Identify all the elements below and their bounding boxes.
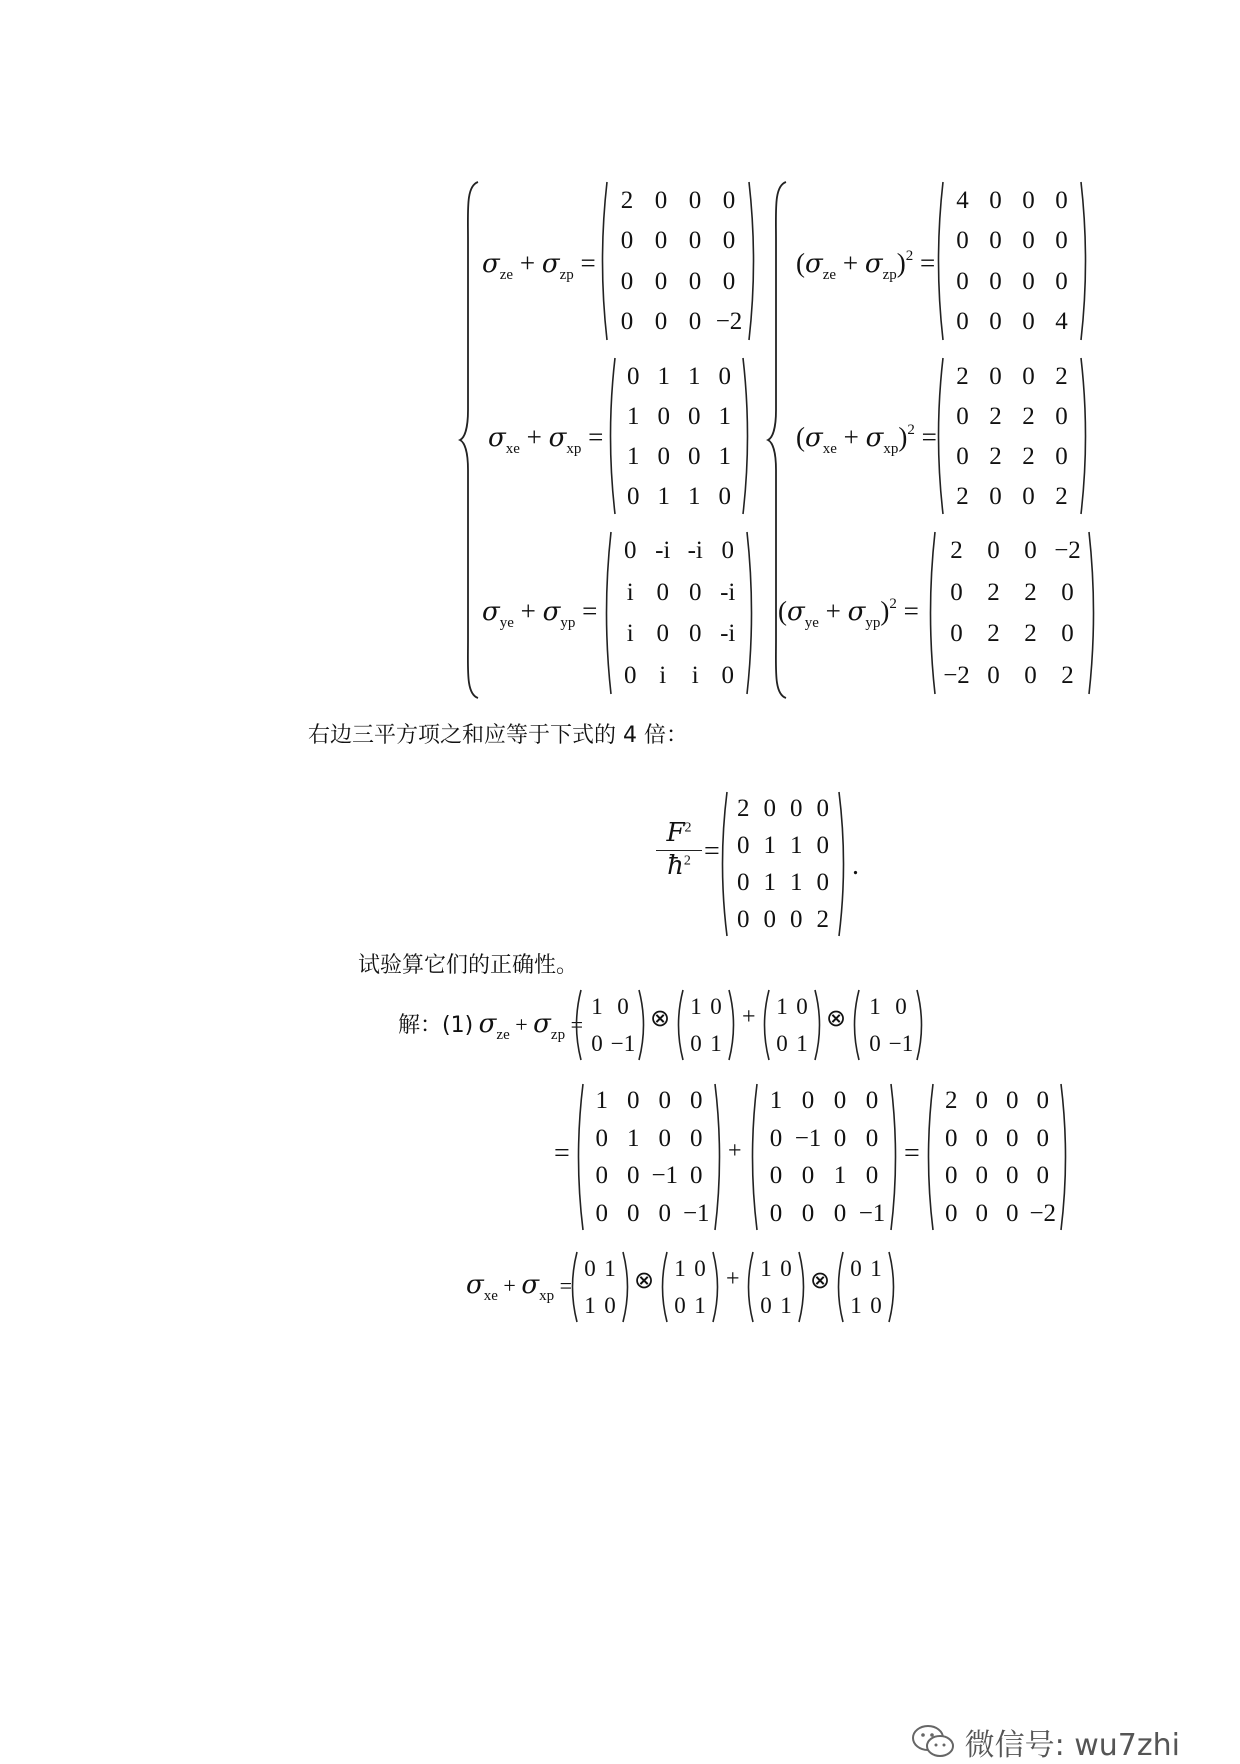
matrix — [572, 1082, 726, 1232]
matrix — [604, 356, 754, 516]
solution-line1-lhs: 解：(1) $\sigma_{ze} + \sigma_{zp}$ = — [398, 1009, 584, 1043]
matrix-cell: 0 — [833, 1199, 847, 1227]
matrix-cell: 2 — [737, 795, 750, 822]
right-paren — [740, 356, 754, 516]
matrix-cell: 0 — [688, 227, 702, 255]
matrix-cell: 1 — [796, 1031, 808, 1056]
matrix-cell: 0 — [690, 1087, 703, 1115]
matrix-cell: 0 — [656, 578, 669, 606]
task-text: 试验算它们的正确性。 — [358, 953, 579, 978]
matrix-cell: 2 — [956, 362, 969, 390]
matrix-cell: 0 — [591, 1031, 603, 1056]
matrix-cell: 0 — [657, 402, 670, 430]
matrix-cell: 0 — [722, 227, 736, 255]
left-paren — [672, 988, 686, 1062]
matrix-grid — [760, 1082, 888, 1232]
matrix — [600, 530, 758, 696]
matrix-cell: 4 — [956, 186, 969, 214]
matrix-cell: 0 — [656, 620, 669, 648]
matrix-cell: 0 — [956, 267, 969, 295]
right-paren — [636, 988, 650, 1062]
matrix-cell: 0 — [658, 1199, 671, 1227]
matrix — [758, 988, 826, 1062]
matrix-grid — [580, 1250, 620, 1324]
matrix-cell: 0 — [584, 1256, 596, 1281]
left-paren — [922, 1082, 936, 1232]
left-paren — [604, 356, 618, 516]
matrix-cell: 0 — [737, 832, 750, 859]
matrix-cell: 0 — [956, 402, 969, 430]
matrix-grid — [772, 988, 812, 1062]
matrix-cell: −2 — [1054, 537, 1081, 565]
matrix-cell: 0 — [975, 1087, 988, 1115]
matrix-cell: 2 — [620, 186, 634, 214]
matrix-grid — [686, 988, 726, 1062]
matrix-cell: 1 — [780, 1293, 792, 1318]
matrix-grid — [946, 180, 1078, 342]
matrix-cell: 0 — [1055, 186, 1068, 214]
matrix — [932, 180, 1092, 342]
matrix-cell: 0 — [1006, 1162, 1019, 1190]
right-paren — [914, 988, 928, 1062]
matrix — [570, 988, 650, 1062]
sq-lhs-y: $(\sigma_{ye} + \sigma_{yp})^2$ = — [778, 596, 919, 631]
matrix-cell: 0 — [654, 308, 668, 336]
right-paren — [620, 1250, 634, 1324]
right-paren — [712, 1082, 726, 1232]
matrix-cell: 0 — [1036, 1124, 1049, 1152]
otimes-symbol: ⊗ — [634, 1268, 655, 1294]
matrix — [932, 356, 1092, 516]
matrix-cell: 0 — [688, 308, 702, 336]
matrix-cell: 0 — [989, 227, 1002, 255]
matrix-cell: 0 — [869, 1031, 881, 1056]
plus-symbol: + — [728, 1138, 742, 1164]
matrix-cell: 0 — [945, 1162, 958, 1190]
matrix-cell: −1 — [651, 1162, 679, 1190]
matrix-cell: 0 — [1022, 227, 1035, 255]
matrix — [672, 988, 740, 1062]
matrix — [848, 988, 928, 1062]
matrix-cell: 0 — [688, 267, 702, 295]
matrix-cell: 1 — [833, 1162, 847, 1190]
matrix-cell: 0 — [950, 620, 963, 648]
left-paren — [746, 1082, 760, 1232]
matrix-cell: −1 — [682, 1199, 710, 1227]
matrix — [656, 1250, 724, 1324]
matrix-cell: 0 — [1036, 1162, 1049, 1190]
plus-symbol: + — [726, 1266, 740, 1292]
matrix-cell: 1 — [870, 1256, 882, 1281]
matrix-cell: -i — [655, 537, 671, 565]
matrix-cell: 1 — [769, 1087, 783, 1115]
matrix-cell: -i — [687, 537, 703, 565]
matrix-cell: 0 — [769, 1162, 783, 1190]
matrix — [922, 1082, 1072, 1232]
matrix-cell: 1 — [657, 362, 670, 390]
matrix-cell: 1 — [591, 994, 603, 1019]
matrix-cell: 0 — [989, 362, 1002, 390]
right-paren — [744, 530, 758, 696]
matrix-cell: 0 — [718, 482, 731, 510]
matrix-cell: 0 — [688, 442, 701, 470]
right-paren — [888, 1082, 902, 1232]
matrix-cell: −1 — [794, 1124, 822, 1152]
left-paren — [742, 1250, 756, 1324]
matrix-cell: 0 — [722, 267, 736, 295]
matrix-cell: 0 — [627, 1087, 640, 1115]
matrix-cell: 1 — [688, 482, 701, 510]
right-paren — [1078, 356, 1092, 516]
matrix-cell: 0 — [1024, 537, 1037, 565]
right-paren — [886, 1250, 900, 1324]
matrix-cell: 0 — [1022, 362, 1035, 390]
otimes-symbol: ⊗ — [810, 1268, 831, 1294]
matrix-cell: −1 — [858, 1199, 886, 1227]
matrix-cell: 2 — [1022, 402, 1035, 430]
matrix-cell: 1 — [869, 994, 881, 1019]
matrix-cell: 0 — [737, 906, 750, 933]
left-paren — [600, 530, 614, 696]
solution-line3-lhs: $\sigma_{xe} + \sigma_{xp}$ = — [466, 1270, 573, 1304]
matrix-cell: 2 — [1024, 578, 1037, 606]
matrix-grid — [862, 988, 914, 1062]
matrix-cell: 1 — [627, 402, 640, 430]
matrix-cell: 0 — [624, 661, 637, 689]
matrix-cell: 2 — [1055, 482, 1068, 510]
matrix-cell: 0 — [816, 832, 829, 859]
matrix-cell: 0 — [816, 795, 829, 822]
matrix-cell: 0 — [721, 661, 734, 689]
matrix-cell: 2 — [987, 578, 1000, 606]
matrix-cell: 1 — [584, 1293, 596, 1318]
matrix — [746, 1082, 902, 1232]
matrix-cell: 0 — [654, 267, 668, 295]
matrix-cell: 0 — [1006, 1199, 1019, 1227]
matrix-cell: 0 — [763, 795, 776, 822]
matrix-grid — [610, 180, 746, 342]
matrix-cell: 1 — [850, 1293, 862, 1318]
matrix-cell: 0 — [850, 1256, 862, 1281]
matrix-cell: 0 — [657, 442, 670, 470]
lhs-y: $\sigma_{ye} + \sigma_{yp}$ = — [482, 596, 598, 631]
right-paren — [812, 988, 826, 1062]
matrix-cell: 0 — [620, 308, 634, 336]
matrix-cell: 0 — [1036, 1087, 1049, 1115]
matrix-grid — [946, 356, 1078, 516]
matrix-cell: 0 — [694, 1256, 706, 1281]
matrix — [742, 1250, 810, 1324]
matrix-cell: −2 — [715, 308, 743, 336]
matrix-grid — [938, 530, 1086, 696]
matrix-cell: 1 — [790, 832, 803, 859]
matrix-cell: 0 — [769, 1124, 783, 1152]
matrix-cell: 2 — [989, 402, 1002, 430]
equals-sign: = — [904, 1138, 920, 1169]
matrix-cell: 2 — [950, 537, 963, 565]
matrix-cell: 0 — [627, 1199, 640, 1227]
matrix-cell: -i — [720, 620, 736, 648]
matrix-cell: 0 — [956, 308, 969, 336]
matrix-cell: 1 — [690, 994, 702, 1019]
matrix-grid — [936, 1082, 1058, 1232]
matrix-cell: 0 — [654, 186, 668, 214]
matrix-cell: 1 — [595, 1087, 608, 1115]
matrix-grid — [670, 1250, 710, 1324]
matrix-cell: 0 — [989, 482, 1002, 510]
left-paren — [832, 1250, 846, 1324]
matrix — [566, 1250, 634, 1324]
left-paren — [716, 790, 730, 938]
matrix-cell: 2 — [1061, 661, 1074, 689]
sq-lhs-z: $(\sigma_{ze} + \sigma_{zp})^2$ = — [796, 248, 936, 283]
left-paren — [932, 356, 946, 516]
matrix-cell: 1 — [763, 832, 776, 859]
right-paren — [1078, 180, 1092, 342]
matrix-cell: 0 — [718, 362, 731, 390]
matrix-cell: 0 — [760, 1293, 772, 1318]
statement-text: 右边三平方项之和应等于下式的 4 倍： — [308, 723, 688, 748]
matrix — [596, 180, 760, 342]
matrix-cell: 0 — [865, 1087, 879, 1115]
matrix-cell: 0 — [1006, 1087, 1019, 1115]
matrix-cell: 1 — [776, 994, 788, 1019]
matrix-cell: −2 — [943, 661, 970, 689]
matrix-cell: 0 — [654, 227, 668, 255]
right-paren — [710, 1250, 724, 1324]
matrix-cell: 0 — [595, 1199, 608, 1227]
matrix-cell: 0 — [1055, 267, 1068, 295]
matrix-cell: 1 — [718, 402, 731, 430]
matrix-cell: 0 — [769, 1199, 783, 1227]
matrix-cell: 0 — [870, 1293, 882, 1318]
matrix-cell: 2 — [1055, 362, 1068, 390]
left-paren — [758, 988, 772, 1062]
matrix-cell: 0 — [688, 402, 701, 430]
matrix-cell: 2 — [1024, 620, 1037, 648]
matrix-cell: 0 — [595, 1124, 608, 1152]
matrix-cell: 0 — [790, 906, 803, 933]
left-paren — [596, 180, 610, 342]
matrix-cell: 0 — [1006, 1124, 1019, 1152]
matrix-cell: 0 — [776, 1031, 788, 1056]
matrix-cell: 0 — [833, 1124, 847, 1152]
matrix-cell: 1 — [627, 442, 640, 470]
matrix-cell: 1 — [760, 1256, 772, 1281]
matrix-cell: 0 — [1055, 442, 1068, 470]
equals-sign: = — [704, 836, 720, 867]
matrix-cell: 0 — [816, 869, 829, 896]
matrix-cell: 1 — [627, 1124, 640, 1152]
matrix-cell: −1 — [610, 1031, 636, 1056]
matrix-cell: 0 — [620, 267, 634, 295]
right-paren — [796, 1250, 810, 1324]
matrix-cell: 0 — [737, 869, 750, 896]
lhs-x: $\sigma_{xe} + \sigma_{xp}$ = — [488, 422, 604, 457]
matrix-cell: 0 — [690, 1124, 703, 1152]
matrix-cell: 0 — [1022, 186, 1035, 214]
matrix-cell: 0 — [1024, 661, 1037, 689]
matrix-cell: 0 — [945, 1199, 958, 1227]
left-paren — [924, 530, 938, 696]
matrix-cell: 0 — [658, 1124, 671, 1152]
matrix-cell: 0 — [796, 994, 808, 1019]
left-brace — [458, 180, 482, 700]
matrix-grid — [756, 1250, 796, 1324]
matrix-cell: -i — [720, 578, 736, 606]
matrix-cell: 0 — [627, 362, 640, 390]
matrix-cell: −1 — [888, 1031, 914, 1056]
matrix-cell: −2 — [1029, 1199, 1057, 1227]
matrix-cell: 0 — [865, 1162, 879, 1190]
matrix-cell: 0 — [989, 308, 1002, 336]
left-paren — [656, 1250, 670, 1324]
matrix-cell: 0 — [956, 442, 969, 470]
matrix — [716, 790, 850, 938]
matrix-cell: i — [659, 661, 667, 689]
matrix-grid — [584, 988, 636, 1062]
matrix-cell: 0 — [689, 578, 702, 606]
matrix-cell: 0 — [975, 1162, 988, 1190]
matrix-cell: 0 — [595, 1162, 608, 1190]
matrix-cell: 0 — [801, 1162, 815, 1190]
matrix-cell: 0 — [945, 1124, 958, 1152]
matrix-cell: 0 — [987, 537, 1000, 565]
matrix-cell: 4 — [1055, 308, 1068, 336]
matrix-cell: 1 — [688, 362, 701, 390]
matrix-cell: 0 — [790, 795, 803, 822]
matrix-cell: 0 — [617, 994, 629, 1019]
matrix-cell: 0 — [801, 1199, 815, 1227]
matrix-cell: 0 — [950, 578, 963, 606]
matrix-cell: 0 — [975, 1199, 988, 1227]
matrix-cell: 0 — [658, 1087, 671, 1115]
matrix-grid — [846, 1250, 886, 1324]
matrix-cell: 0 — [1061, 578, 1074, 606]
left-paren — [566, 1250, 580, 1324]
matrix-cell: i — [626, 578, 634, 606]
matrix-grid — [614, 530, 744, 696]
matrix-cell: i — [691, 661, 699, 689]
matrix-cell: 0 — [865, 1124, 879, 1152]
matrix-cell: 0 — [722, 186, 736, 214]
matrix-cell: 0 — [989, 186, 1002, 214]
right-paren — [1086, 530, 1100, 696]
left-paren — [848, 988, 862, 1062]
lhs-z: $\sigma_{ze} + \sigma_{zp}$ = — [482, 248, 596, 283]
matrix-cell: 0 — [624, 537, 637, 565]
matrix-cell: 0 — [1055, 227, 1068, 255]
left-paren — [570, 988, 584, 1062]
matrix-grid — [730, 790, 836, 938]
matrix-grid — [618, 356, 740, 516]
matrix-cell: 0 — [780, 1256, 792, 1281]
matrix-cell: 1 — [710, 1031, 722, 1056]
matrix-cell: 2 — [989, 442, 1002, 470]
matrix-cell: 0 — [989, 267, 1002, 295]
matrix — [924, 530, 1100, 696]
matrix-cell: 0 — [987, 661, 1000, 689]
matrix-cell: 1 — [763, 869, 776, 896]
matrix-cell: 0 — [975, 1124, 988, 1152]
matrix — [832, 1250, 900, 1324]
matrix-cell: 2 — [945, 1087, 958, 1115]
matrix-cell: 1 — [604, 1256, 616, 1281]
matrix-cell: 0 — [1022, 267, 1035, 295]
matrix-cell: 1 — [694, 1293, 706, 1318]
f-fraction: $F^2$ $ħ^2$ — [656, 818, 702, 881]
matrix-cell: 2 — [1022, 442, 1035, 470]
matrix-cell: 0 — [689, 620, 702, 648]
matrix-cell: 0 — [710, 994, 722, 1019]
matrix-cell: 0 — [627, 482, 640, 510]
wechat-watermark — [911, 1720, 1180, 1764]
matrix-cell: 0 — [620, 227, 634, 255]
matrix-cell: 0 — [674, 1293, 686, 1318]
matrix-cell: 0 — [895, 994, 907, 1019]
period: . — [852, 850, 859, 881]
matrix-cell: 1 — [674, 1256, 686, 1281]
sq-lhs-x: $(\sigma_{xe} + \sigma_{xp})^2$ = — [796, 422, 937, 457]
matrix-cell: 0 — [1055, 402, 1068, 430]
matrix-cell: 0 — [721, 537, 734, 565]
matrix-cell: 1 — [657, 482, 670, 510]
left-paren — [932, 180, 946, 342]
right-paren — [726, 988, 740, 1062]
matrix-cell: 0 — [690, 1162, 703, 1190]
matrix-cell: 0 — [1061, 620, 1074, 648]
wechat-icon — [911, 1724, 955, 1760]
matrix-cell: 0 — [1022, 308, 1035, 336]
matrix-cell: 2 — [816, 906, 829, 933]
matrix-cell: 1 — [718, 442, 731, 470]
right-paren — [836, 790, 850, 938]
matrix-grid — [586, 1082, 712, 1232]
matrix-cell: 0 — [688, 186, 702, 214]
right-paren — [746, 180, 760, 342]
plus-symbol: + — [742, 1004, 756, 1030]
right-paren — [1058, 1082, 1072, 1232]
matrix-cell: i — [626, 620, 634, 648]
equals-sign: = — [554, 1138, 570, 1169]
matrix-cell: 0 — [1022, 482, 1035, 510]
matrix-cell: 1 — [790, 869, 803, 896]
matrix-cell: 0 — [690, 1031, 702, 1056]
left-paren — [572, 1082, 586, 1232]
matrix-cell: 0 — [833, 1087, 847, 1115]
matrix-cell: 0 — [627, 1162, 640, 1190]
matrix-cell: 2 — [987, 620, 1000, 648]
matrix-cell: 0 — [956, 227, 969, 255]
otimes-symbol: ⊗ — [650, 1006, 671, 1032]
matrix-cell: 2 — [956, 482, 969, 510]
matrix-cell: 0 — [763, 906, 776, 933]
wechat-id-text: 微信号: wu7zhi — [964, 1728, 1180, 1763]
matrix-cell: 0 — [801, 1087, 815, 1115]
otimes-symbol: ⊗ — [826, 1006, 847, 1032]
matrix-cell: 0 — [604, 1293, 616, 1318]
